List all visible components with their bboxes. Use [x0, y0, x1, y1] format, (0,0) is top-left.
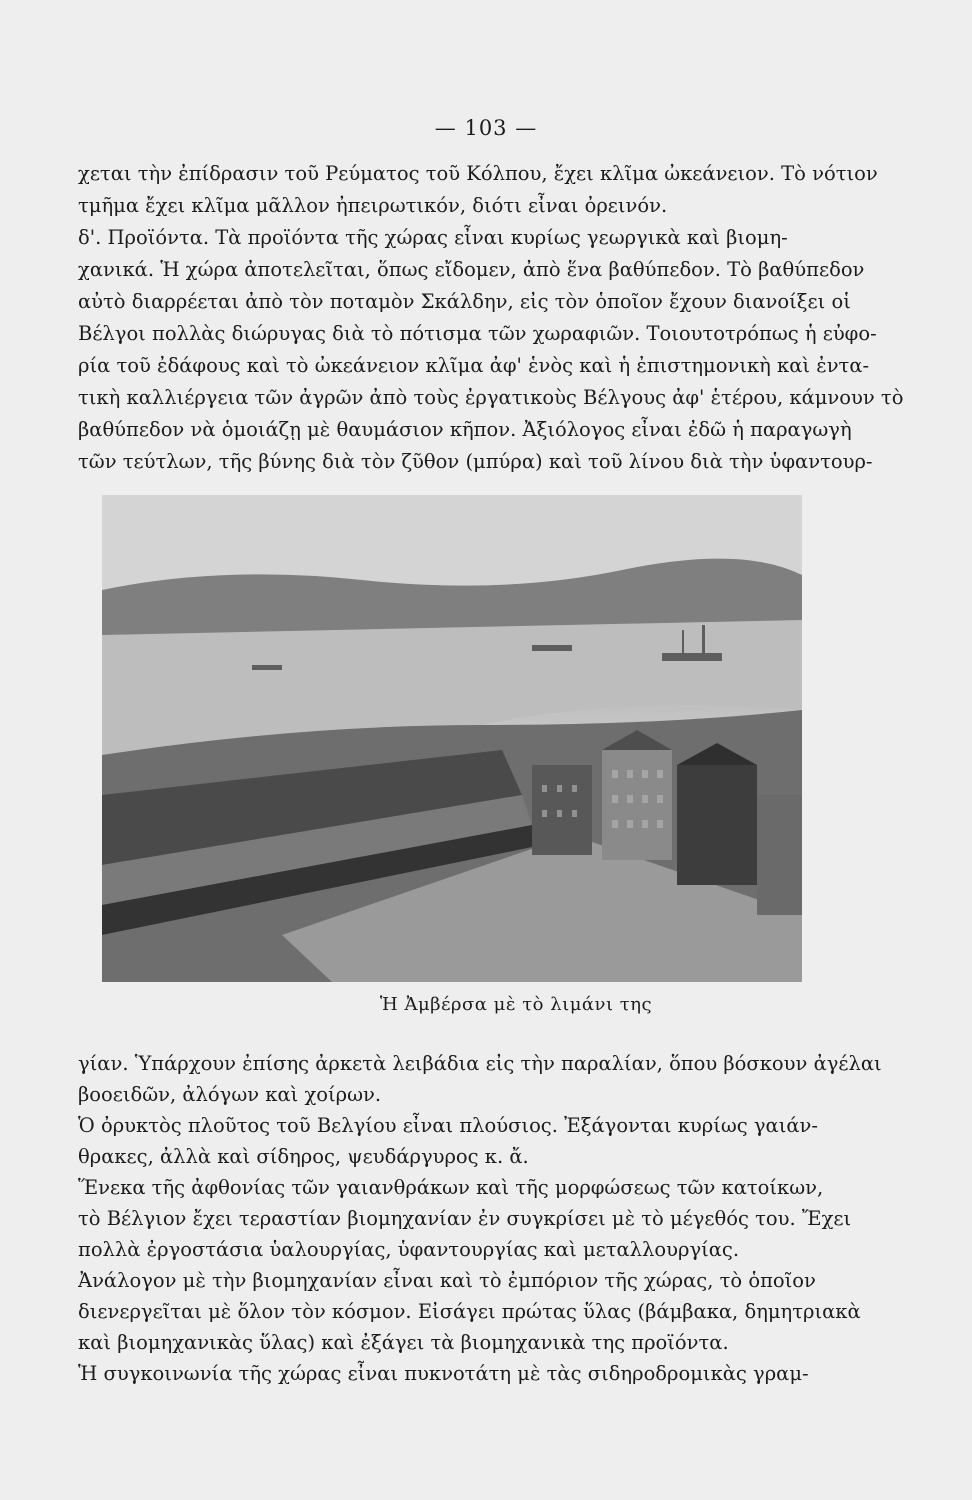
text-line: Ἕνεκα τῆς ἀφθονίας τῶν γαιανθράκων καὶ τῆς μορφώσεως τῶν κατοίκων, — [78, 1176, 824, 1199]
text-line: θρακες, ἀλλὰ καὶ σίδηρος, ψευδάργυρος κ. ἄ. — [78, 1145, 529, 1168]
photo-illustration — [102, 495, 802, 982]
text-line: τὸ Βέλγιον ἔχει τεραστίαν βιομηχανίαν ἐν συγκρίσει μὲ τὸ μέγεθός του. Ἔχει — [78, 1207, 852, 1230]
text-line: Ἀνάλογον μὲ τὴν βιομηχανίαν εἶναι καὶ τὸ ἐμπόριον τῆς χώρας, τὸ ὁποῖον — [78, 1269, 816, 1292]
text-line: χεται τὴν ἐπίδρασιν τοῦ Ρεύματος τοῦ Κόλπου, ἔχει κλῖμα ὠκεάνειον. Τὸ νότιον — [78, 162, 878, 185]
text-line: βοοειδῶν, ἀλόγων καὶ χοίρων. — [78, 1083, 382, 1106]
text-line: ρία τοῦ ἐδάφους καὶ τὸ ὠκεάνειον κλῖμα ἀφ' ἑνὸς καὶ ἡ ἐπιστημονικὴ καὶ ἐντα- — [78, 354, 870, 377]
text-line: Βέλγοι πολλὰς διώρυγας διὰ τὸ πότισμα τῶν χωραφιῶν. Τοιουτοτρόπως ἡ εὐφο- — [78, 322, 877, 345]
harbor-photograph — [102, 495, 802, 982]
text-line: βαθύπεδον νὰ ὁμοιάζῃ μὲ θαυμάσιον κῆπον. Ἀξιόλογος εἶναι ἐδῶ ἡ παραγωγὴ — [78, 418, 852, 441]
text-line: αὐτὸ διαρρέεται ἀπὸ τὸν ποταμὸν Σκάλδην, εἰς τὸν ὁποῖον ἔχουν διανοίξει οἱ — [78, 290, 851, 313]
text-line: τικὴ καλλιέργεια τῶν ἀγρῶν ἀπὸ τοὺς ἐργατικοὺς Βέλγους ἀφ' ἑτέρου, κάμνουν τὸ — [78, 386, 904, 409]
text-line: Ὁ ὀρυκτὸς πλοῦτος τοῦ Βελγίου εἶναι πλούσιος. Ἐξάγονται κυρίως γαιάν- — [78, 1114, 818, 1137]
top-paragraph-block — [78, 158, 906, 478]
text-line: πολλὰ ἐργοστάσια ὑαλουργίας, ὑφαντουργίας καὶ μεταλλουργίας. — [78, 1238, 740, 1261]
text-line: Ἡ συγκοινωνία τῆς χώρας εἶναι πυκνοτάτη μὲ τὰς σιδηροδρομικὰς γραμ- — [78, 1362, 809, 1385]
text-line: γίαν. Ὑπάρχουν ἐπίσης ἀρκετὰ λειβάδια εἰς τὴν παραλίαν, ὅπου βόσκουν ἀγέλαι — [78, 1052, 882, 1075]
page-number: — 103 — — [434, 116, 538, 140]
text-line: δ'. Προϊόντα. Τὰ προϊόντα τῆς χώρας εἶναι κυρίως γεωργικὰ καὶ βιομη- — [78, 226, 788, 249]
text-line: τμῆμα ἔχει κλῖμα μᾶλλον ἠπειρωτικόν, διότι εἶναι ὀρεινόν. — [78, 194, 668, 217]
photo-caption: Ἡ Ἀμβέρσα μὲ τὸ λιμάνι της — [379, 994, 653, 1015]
text-line: τῶν τεύτλων, τῆς βύνης διὰ τὸν ζῦθον (μπύρα) καὶ τοῦ λίνου διὰ τὴν ὑφαντουρ- — [78, 450, 873, 473]
text-line: καὶ βιομηχανικὰς ὕλας) καὶ ἐξάγει τὰ βιομηχανικὰ της προϊόντα. — [78, 1331, 729, 1354]
text-line: διενεργεῖται μὲ ὅλον τὸν κόσμον. Εἰσάγει πρώτας ὕλας (βάμβακα, δημητριακὰ — [78, 1300, 861, 1323]
bottom-paragraph-block — [78, 1048, 906, 1389]
text-line: χανικά. Ἡ χώρα ἀποτελεῖται, ὅπως εἴδομεν, ἀπὸ ἕνα βαθύπεδον. Τὸ βαθύπεδον — [78, 258, 865, 281]
